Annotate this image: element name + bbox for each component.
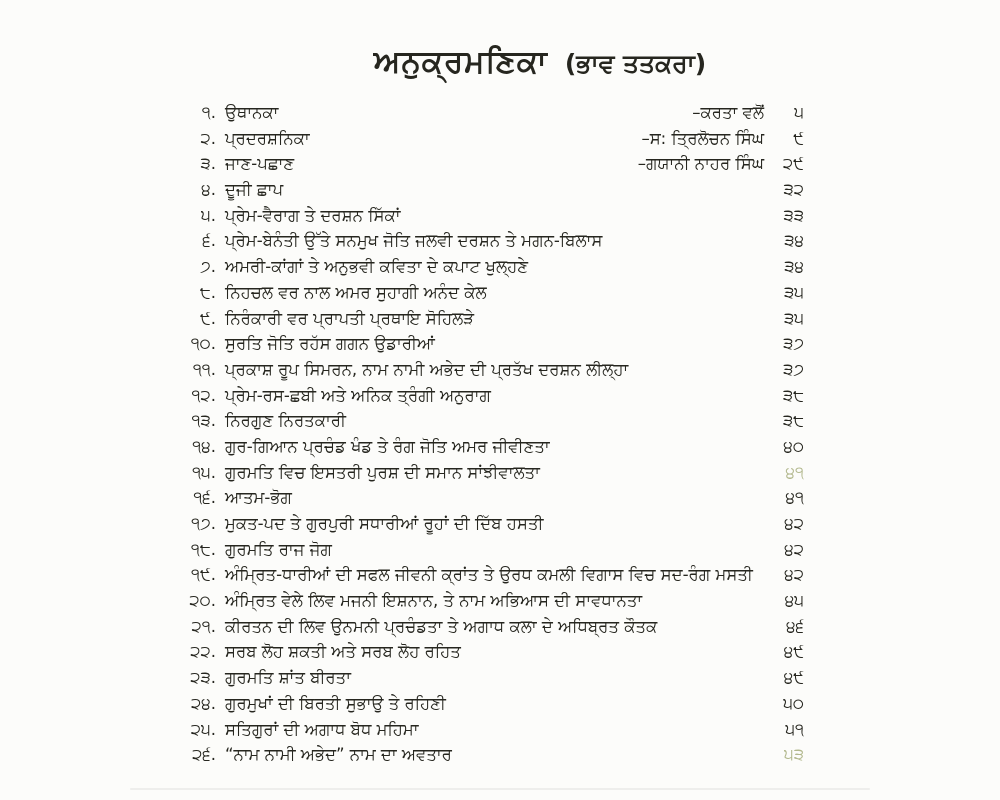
toc-row [180, 280, 804, 306]
toc-row [180, 742, 804, 768]
toc-item-title: ਨਿਹਚਲ ਵਰ ਨਾਲ ਅਮਰ ਸੁਹਾਗੀ ਅਨੰਦ ਕੇਲ [225, 282, 487, 302]
toc-item-number: ੧੬. [193, 488, 216, 508]
toc-item-title: ਪ੍ਰੇਮ-ਰਸ-ਛਬੀ ਅਤੇ ਅਨਿਕ ਤ੍ਰੰਗੀ ਅਨੁਰਾਗ [225, 385, 491, 405]
toc-row [180, 485, 804, 511]
toc-item-title: “ਨਾਮ ਨਾਮੀ ਅਭੇਦ” ਨਾਮ ਦਾ ਅਵਤਾਰ [225, 745, 452, 765]
toc-row [180, 614, 804, 640]
toc-item-title: ਗੁਰਮਤਿ ਵਿਚ ਇਸਤਰੀ ਪੁਰਸ਼ ਦੀ ਸਮਾਨ ਸਾਂਝੀਵਾਲਤਾ [225, 462, 540, 482]
toc-item-page: ੨੯ [782, 154, 804, 174]
toc-row [180, 434, 804, 460]
toc-row [180, 126, 804, 152]
toc-item-title: ਗੁਰਮਤਿ ਰਾਜ ਜੋਗ [225, 539, 332, 559]
toc-item-page: ੩੫ [784, 308, 804, 328]
toc-item-page: ੫੦ [783, 693, 804, 713]
toc-item-number: ੨੪. [190, 693, 216, 713]
toc-row [180, 408, 804, 434]
toc-row [180, 331, 804, 357]
toc-item-number: ੯. [199, 308, 216, 328]
toc-item-title: ਨਿਰੰਕਾਰੀ ਵਰ ਪ੍ਰਾਪਤੀ ਪ੍ਰਥਾਇ ਸੋਹਿਲੜੇ [225, 308, 475, 328]
toc-item-number: ੬. [202, 231, 216, 251]
toc-item-number: ੧੪. [192, 436, 216, 456]
toc-item-author: –ਗਯਾਨੀ ਨਾਹਰ ਸਿੰਘ [637, 154, 764, 174]
toc-item-number: ੨. [200, 128, 216, 148]
toc-item-number: ੫. [201, 205, 216, 225]
toc-row [180, 228, 804, 254]
toc-item-title: ਪ੍ਰੇਮ-ਬੇਨੰਤੀ ਉੱਤੇ ਸਨਮੁਖ ਜੋਤਿ ਜਲਵੀ ਦਰਸ਼ਨ ਤੇ ਮਗਨ-ਬਿਲਾਸ [225, 231, 603, 251]
toc-item-number: ੮. [199, 282, 216, 302]
toc-item-page: ੪੫ [784, 591, 804, 611]
toc-item-title: ਮੁਕਤ-ਪਦ ਤੇ ਗੁਰਪੁਰੀ ਸਧਾਰੀਆਂ ਰੂਹਾਂ ਦੀ ਦਿੱਬ ਹਸਤੀ [225, 514, 544, 533]
toc-item-title: ਕੀਰਤਨ ਦੀ ਲਿਵ ਉਨਮਨੀ ਪ੍ਰਚੰਡਤਾ ਤੇ ਅਗਾਧ ਕਲਾ ਦੇ ਅਧਿਬ੍ਰਤ ਕੌਤਕ [225, 616, 658, 636]
toc-item-number: ੨੫. [190, 719, 216, 739]
toc-item-page: ੩੨ [783, 180, 804, 200]
toc-item-author: –ਸ: ਤ੍ਰਿਲੋਚਨ ਸਿੰਘ [641, 128, 764, 148]
toc-item-page: ੫੩ [784, 745, 804, 765]
toc-item-title: ਪ੍ਰਦਰਸ਼ਨਿਕਾ [225, 128, 310, 148]
toc-item-page: ੩੪ [784, 231, 804, 251]
page-title [0, 44, 1000, 81]
toc-item-title: ਗੁਰਮੁਖਾਂ ਦੀ ਬਿਰਤੀ ਸੁਭਾਉ ਤੇ ਰਹਿਣੀ [225, 693, 446, 713]
toc-row [180, 562, 804, 588]
toc-item-number: ੧੧. [192, 359, 216, 379]
toc-item-page: ੪੨ [784, 565, 804, 585]
toc-item-title: ਸਤਿਗੁਰਾਂ ਦੀ ਅਗਾਧ ਬੋਧ ਮਹਿਮਾ [225, 719, 419, 739]
toc-item-page: ੩੭ [783, 334, 804, 354]
toc-item-page: ੩੮ [782, 411, 804, 431]
toc-row [180, 537, 804, 563]
toc-row [180, 203, 804, 229]
toc-item-title: ਅੰਮ੍ਰਿਤ ਵੇਲੇ ਲਿਵ ਮਜਨੀ ਇਸ਼ਨਾਨ, ਤੇ ਨਾਮ ਅਭਿਆਸ ਦੀ ਸਾਵਧਾਨਤਾ [225, 591, 643, 611]
toc-item-number: ੧੮. [190, 539, 216, 559]
toc-row [180, 254, 804, 280]
toc-item-number: ੭. [200, 257, 216, 277]
toc-row [180, 100, 804, 126]
toc-item-page: ੩੪ [784, 257, 804, 277]
toc-item-page: ੪੯ [783, 642, 804, 662]
toc-item-number: ੨੩. [190, 668, 216, 688]
toc-row [180, 639, 804, 665]
toc-item-title: ਗੁਰਮਤਿ ਸ਼ਾਂਤ ਬੀਰਤਾ [225, 668, 351, 688]
toc-item-number: ੧੯. [190, 565, 216, 585]
toc-row [180, 717, 804, 743]
toc-row [180, 588, 804, 614]
toc-item-number: ੧. [201, 103, 216, 122]
toc-row [180, 306, 804, 332]
toc-item-title: ਦੂਜੀ ਛਾਪ [225, 180, 284, 200]
toc-item-page: ੪੨ [784, 539, 804, 559]
toc-item-page: ੩੭ [783, 359, 804, 379]
toc-item-page: ੩੮ [782, 385, 804, 405]
toc-item-number: ੧੨. [191, 385, 216, 405]
toc-item-title: ਜਾਣ-ਪਛਾਣ [225, 154, 295, 174]
toc-item-number: ੨੧. [191, 616, 216, 636]
toc-row [180, 383, 804, 409]
toc-item-number: ੧੩. [191, 411, 216, 431]
toc-item-page: ੪੨ [784, 514, 804, 533]
toc-item-title: ਉਥਾਨਕਾ [225, 103, 279, 122]
toc-item-page: ੪੯ [783, 668, 804, 688]
toc-item-number: ੨੬. [192, 745, 216, 765]
toc-item-page: ੯ [793, 128, 804, 148]
toc-item-number: ੧੭. [191, 514, 216, 533]
toc-item-title: ਅੰਮ੍ਰਿਤ-ਧਾਰੀਆਂ ਦੀ ਸਫਲ ਜੀਵਨੀ ਕ੍ਰਾਂਤ ਤੇ ਉਰਧ ਕਮਲੀ ਵਿਗਾਸ ਵਿਚ ਸਦ-ਰੰਗ ਮਸਤੀ [225, 565, 753, 585]
toc-row [180, 691, 804, 717]
toc-item-page: ੩੫ [784, 282, 804, 302]
toc-item-title: ਗੁਰ-ਗਿਆਨ ਪ੍ਰਚੰਡ ਖੰਡ ਤੇ ਰੰਗ ਜੋਤਿ ਅਮਰ ਜੀਵੀਣਤਾ [225, 436, 550, 456]
toc-item-page: ੫ [794, 103, 804, 122]
toc-row [180, 511, 804, 537]
paper-scan-streak [130, 788, 870, 790]
toc-item-title: ਸਰਬ ਲੋਹ ਸ਼ਕਤੀ ਅਤੇ ਸਰਬ ਲੋਹ ਰਹਿਤ [225, 642, 461, 662]
page-title-main: ਅਨੁਕ੍ਰਮਣਿਕਾ [373, 44, 548, 80]
toc-item-page: ੪੧ [785, 462, 804, 482]
toc-item-page: ੩੩ [783, 205, 804, 225]
toc-row [180, 357, 804, 383]
toc-item-title: ਸੁਰਤਿ ਜੋਤਿ ਰਹੱਸ ਗਗਨ ਉਡਾਰੀਆਂ [225, 334, 435, 354]
toc-row [180, 460, 804, 486]
toc-item-number: ੨੦. [189, 591, 216, 611]
toc-item-page: ੪੧ [785, 488, 804, 508]
toc-list [180, 100, 804, 768]
toc-item-number: ੩. [200, 154, 216, 174]
page-title-subtitle: (ਭਾਵ ਤਤਕਰਾ) [564, 49, 707, 78]
toc-row [180, 665, 804, 691]
toc-row [180, 151, 804, 177]
toc-item-author: –ਕਰਤਾ ਵਲੋਂ [692, 103, 764, 122]
toc-item-number: ੧੫. [192, 462, 216, 482]
toc-item-title: ਪ੍ਰਕਾਸ਼ ਰੂਪ ਸਿਮਰਨ, ਨਾਮ ਨਾਮੀ ਅਭੇਦ ਦੀ ਪ੍ਰਤੱਖ ਦਰਸ਼ਨ ਲੀਲ੍ਹਾ [225, 359, 629, 379]
toc-item-number: ੪. [201, 180, 216, 200]
toc-item-number: ੨੨. [190, 642, 216, 662]
toc-item-title: ਆਤਮ-ਭੋਗ [225, 488, 292, 508]
toc-row [180, 177, 804, 203]
toc-item-page: ੫੧ [785, 719, 804, 739]
toc-item-title: ਨਿਰਗੁਣ ਨਿਰਤਕਾਰੀ [225, 411, 346, 431]
toc-item-number: ੧੦. [190, 334, 216, 354]
toc-item-page: ੪੬ [786, 616, 804, 636]
toc-item-title: ਅਮਰੀ-ਕਾਂਗਾਂ ਤੇ ਅਨੁਭਵੀ ਕਵਿਤਾ ਦੇ ਕਪਾਟ ਖੁਲ੍ਹਣੇ [225, 257, 528, 277]
toc-item-page: ੪੦ [783, 436, 804, 456]
toc-item-title: ਪ੍ਰੇਮ-ਵੈਰਾਗ ਤੇ ਦਰਸ਼ਨ ਸਿੱਕਾਂ [225, 205, 401, 225]
